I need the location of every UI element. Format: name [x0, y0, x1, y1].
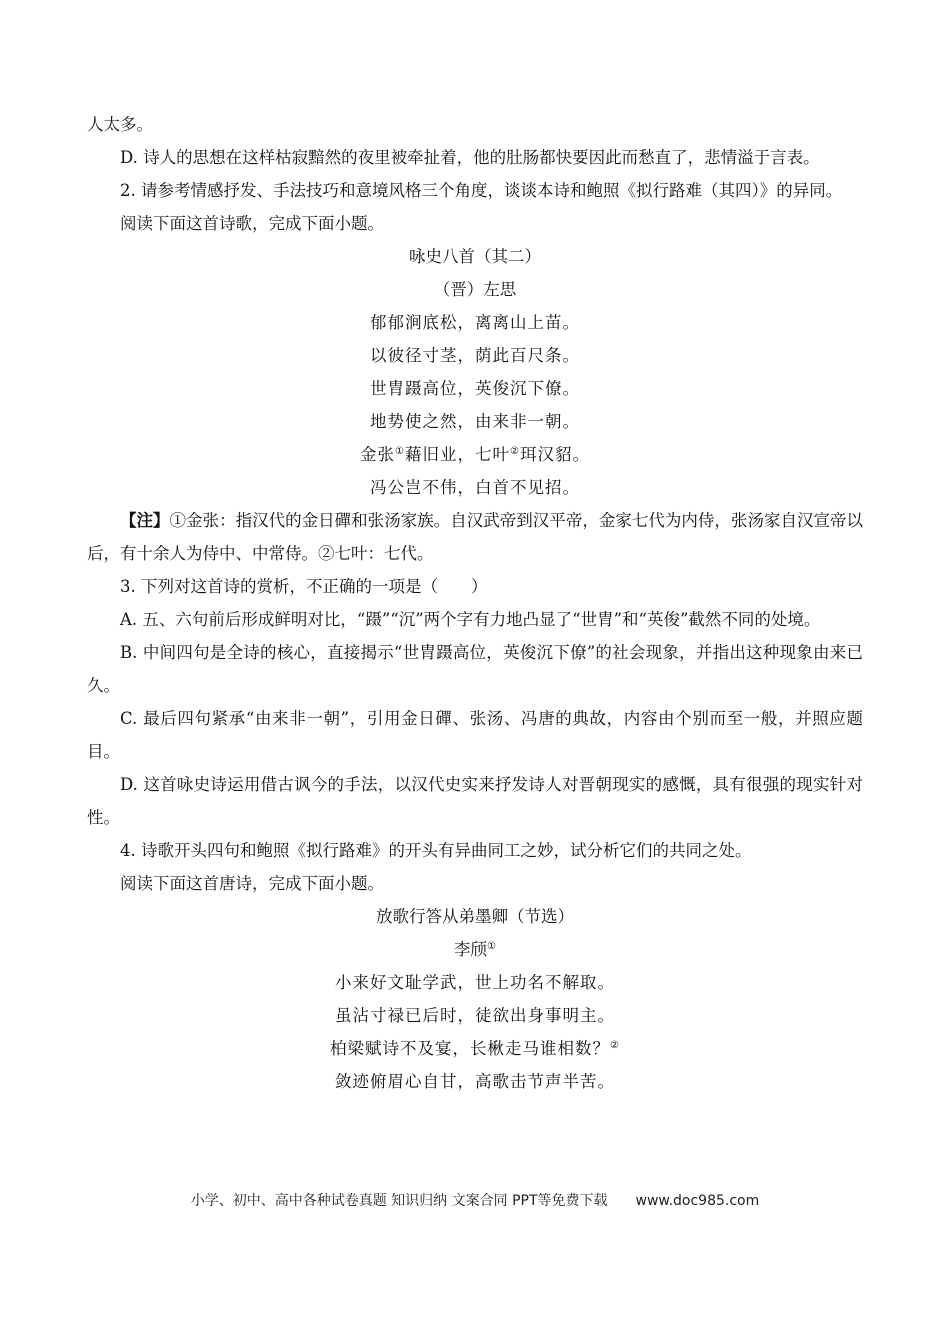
question-3-option-a: A. 五、六句前后形成鲜明对比，“蹑”“沉”两个字有力地凸显了“世胄”和“英俊”截然不同的处境。 — [120, 610, 821, 629]
question-3-option-b: B. 中间四句是全诗的核心，直接揭示“世胄蹑高位，英俊沉下僚”的社会现象，并指出这种现象由来已久。 — [87, 643, 863, 695]
poem1-line5-part-c: 珥汉貂。 — [519, 445, 590, 464]
page-footer — [0, 1190, 950, 1210]
footnote-marker: ① — [487, 941, 496, 952]
reading-instruction-1: 阅读下面这首诗歌，完成下面小题。 — [120, 214, 384, 233]
poem1-line: 地势使之然，由来非一朝。 — [370, 412, 580, 431]
poem1-line5-part-b: 藉旧业，七叶 — [405, 445, 510, 464]
footnote-marker: ② — [610, 1040, 620, 1051]
poem2-line3-text: 柏梁赋诗不及宴，长楸走马谁相数？ — [330, 1039, 611, 1058]
footer-text: 小学、初中、高中各种试卷真题 知识归纳 文案合同 PPT等免费下载 — [190, 1193, 608, 1209]
poem2-line-3 — [87, 1032, 863, 1065]
poem1-line: 以彼径寸茎，荫此百尺条。 — [370, 346, 580, 365]
poem2-author — [87, 933, 863, 966]
poem2-line: 小来好文耻学武，世上功名不解取。 — [335, 973, 615, 992]
poem2-line: 敛迹俯眉心自甘，高歌击节声半苦。 — [335, 1072, 615, 1091]
poem1-line-5 — [87, 438, 863, 471]
poem1-line: 世胄蹑高位，英俊沉下僚。 — [370, 379, 580, 398]
option-d-previous: D. 诗人的思想在这样枯寂黯然的夜里被牵扯着，他的肚肠都快要因此而愁直了，悲情溢于言表。 — [120, 148, 820, 167]
poem1-line: 冯公岂不伟，白首不见招。 — [370, 478, 580, 497]
continuation-text: 人太多。 — [87, 115, 153, 134]
question-3: 3. 下列对这首诗的赏析，不正确的一项是（ ） — [120, 577, 488, 596]
question-3-option-c: C. 最后四句紧承“由来非一朝”，引用金日磾、张汤、冯唐的典故，内容由个别而至一般，并照应题目。 — [87, 709, 863, 761]
note-heading: 【注】 — [120, 511, 170, 530]
poem2-line: 虽沾寸禄已后时，徒欲出身事明主。 — [335, 1006, 615, 1025]
note-text: ①金张：指汉代的金日磾和张汤家族。自汉武帝到汉平帝，金家七代为内侍，张汤家自汉宣帝以后，有十余人为侍中、中常侍。②七叶：七代。 — [87, 511, 864, 563]
poem2-title: 放歌行答从弟墨卿（节选） — [376, 907, 574, 926]
footer-site-link[interactable]: www.doc985.com — [635, 1193, 760, 1209]
footnote-marker: ① — [395, 446, 405, 457]
footnote-marker: ② — [510, 446, 520, 457]
question-4: 4. 诗歌开头四句和鲍照《拟行路难》的开头有异曲同工之妙，试分析它们的共同之处。 — [120, 841, 752, 860]
poem2-author-name: 李颀 — [454, 940, 488, 959]
document-page — [87, 108, 863, 1098]
question-2: 2. 请参考情感抒发、手法技巧和意境风格三个角度，谈谈本诗和鲍照《拟行路难（其四）》的异同。 — [120, 181, 843, 200]
question-3-option-d: D. 这首咏史诗运用借古讽今的手法，以汉代史实来抒发诗人对晋朝现实的感慨，具有很强的现实针对性。 — [87, 775, 863, 827]
poem1-author: （晋）左思 — [433, 280, 517, 299]
poem1-line5-part-a: 金张 — [360, 445, 396, 464]
poem1-title: 咏史八首（其二） — [409, 247, 541, 266]
poem1-line: 郁郁涧底松，离离山上苗。 — [370, 313, 580, 332]
reading-instruction-2: 阅读下面这首唐诗，完成下面小题。 — [120, 874, 384, 893]
poem1-note — [87, 504, 863, 570]
